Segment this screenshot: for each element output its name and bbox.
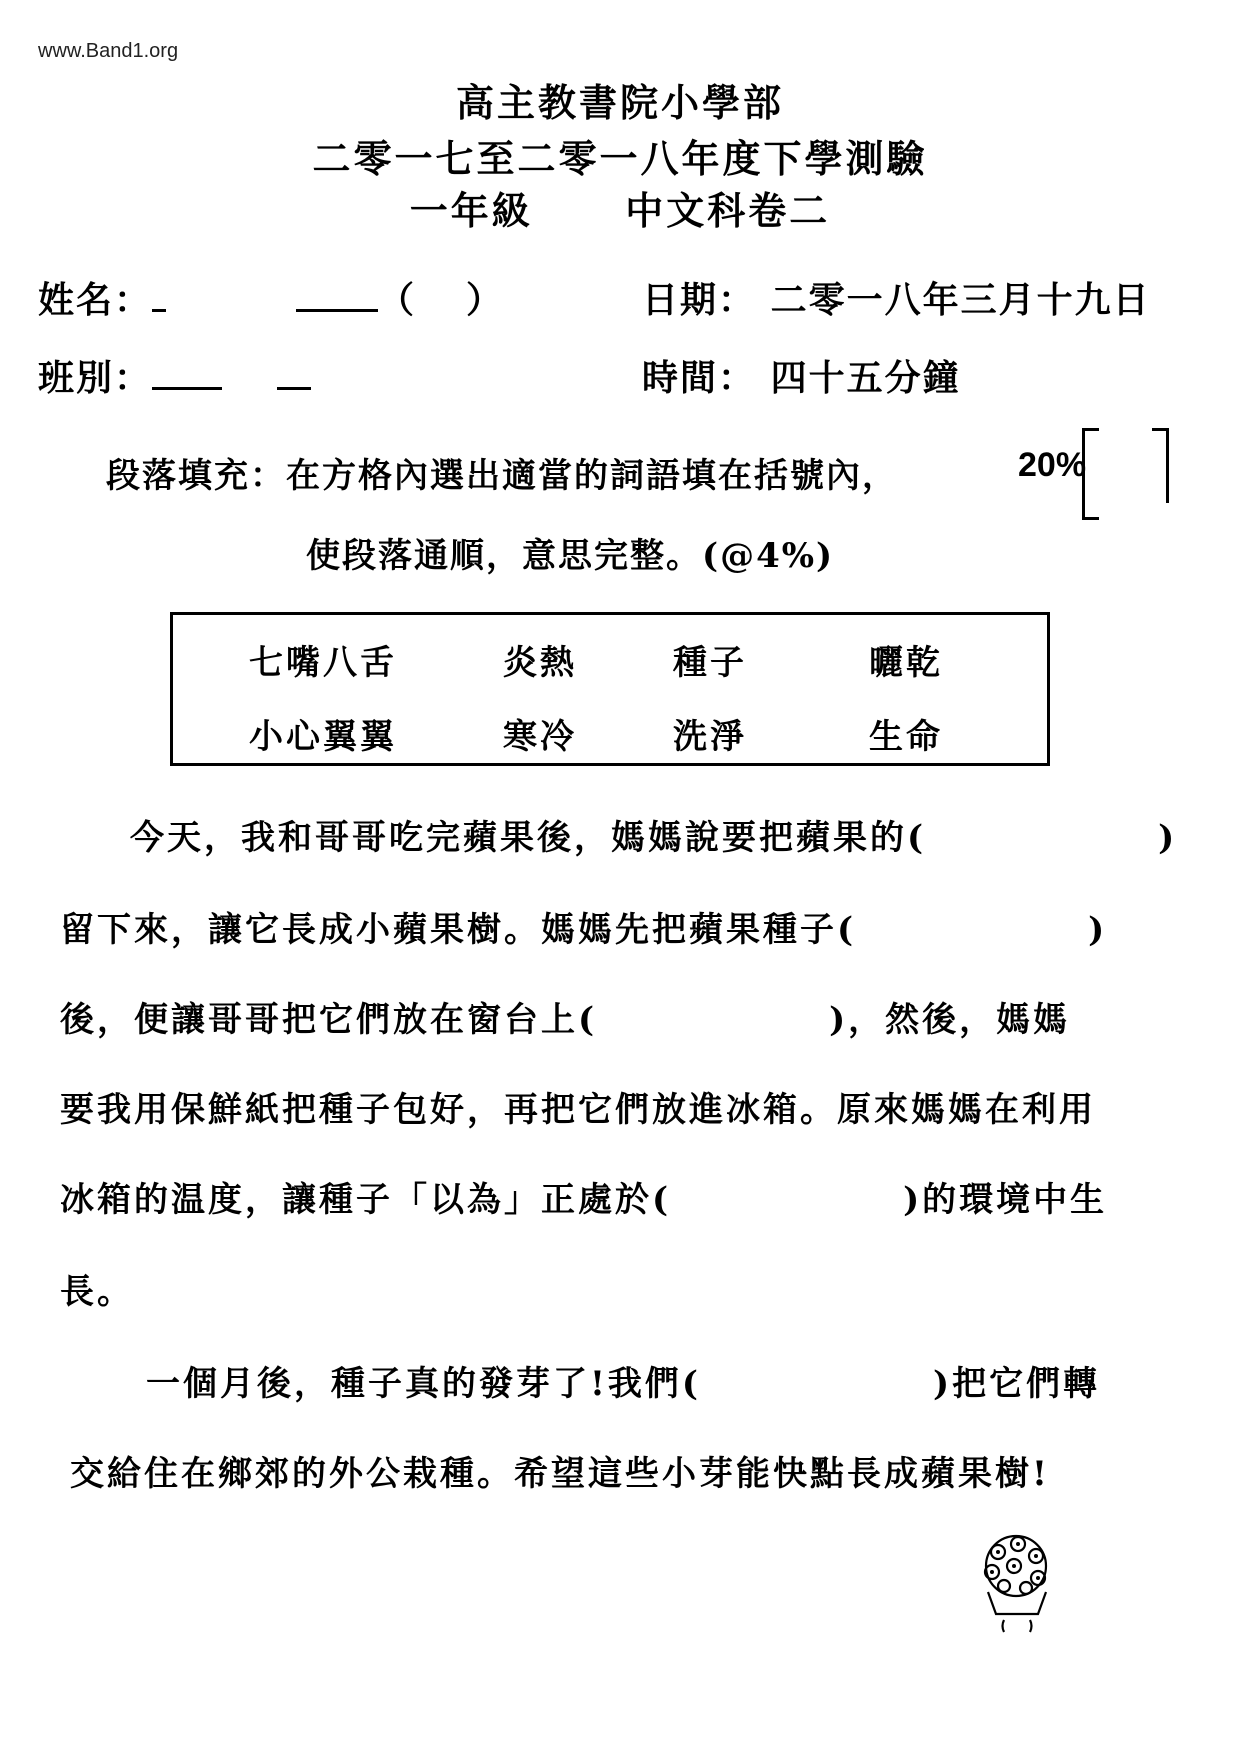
school-name: 高主教書院小學部 [455,80,784,125]
name-line-start[interactable] [152,281,166,312]
passage-text: )把它們轉 [933,1364,1101,1404]
passage-line [130,810,1177,859]
potted-flower-icon [968,1530,1064,1640]
instruction-line-2: 使段落通順，意思完整。(@4%) [306,536,835,576]
class-line-2[interactable] [277,359,311,390]
passage-text: )，然後，媽媽 [829,1000,1071,1040]
name-row [38,272,504,323]
score-box-left [1082,428,1099,520]
date-row [642,272,1151,323]
exam-title: 二零一七至二零一八年度下學測驗 [312,136,928,181]
score-weight: 20% [1018,446,1087,484]
time-value: 四十五分鐘 [770,357,961,399]
passage-text: 今天，我和哥哥吃完蘋果後，媽媽說要把蘋果的( [130,818,927,858]
class-number-open: （ [378,279,417,321]
passage-line: 長。 [60,1272,134,1312]
name-label: 姓名： [38,279,153,321]
instruction-line-1: 段落填充：在方格內選出適當的詞語填在括號內， [106,456,898,496]
word-option: 生命 [869,717,943,757]
passage-line [60,902,1107,951]
passage-text: ) [1158,818,1178,858]
grade-label: 一年級 [409,188,533,233]
paper-title [0,180,1240,235]
passage-text: 一個月後，種子真的發芽了!我們( [146,1364,702,1404]
class-row [38,350,311,401]
time-row [642,350,961,401]
word-option: 七嘴八舌 [249,643,397,683]
passage-text: 後，便讓哥哥把它們放在窗台上( [60,1000,598,1040]
passage-text: 留下來，讓它長成小蘋果樹。媽媽先把蘋果種子( [60,910,857,950]
passage-line: 交給住在鄉郊的外公栽種。希望這些小芽能快點長成蘋果樹! [70,1454,1050,1494]
word-bank [170,612,1050,766]
passage-line [60,992,1070,1041]
passage-text: 冰箱的温度，讓種子「以為」正處於( [60,1180,672,1220]
passage-text: ) [1088,910,1108,950]
score-box-right[interactable] [1152,428,1169,503]
date-label: 日期： [642,279,757,321]
subject-label: 中文科卷二 [625,188,831,233]
name-line[interactable] [296,281,378,312]
word-option: 種子 [673,643,747,683]
word-option: 炎熱 [503,643,577,683]
passage-text: )的環境中生 [903,1180,1108,1220]
class-line-1[interactable] [152,359,222,390]
passage-line: 要我用保鮮紙把種子包好，再把它們放進冰箱。原來媽媽在利用 [60,1090,1096,1130]
word-option: 小心翼翼 [249,717,397,757]
word-option: 寒冷 [503,717,577,757]
time-label: 時間： [642,357,757,399]
passage-line [60,1172,1107,1221]
word-option: 洗淨 [673,717,747,757]
site-watermark: www.Band1.org [38,40,179,62]
class-label: 班別： [38,357,153,399]
class-number-close: ） [466,279,505,321]
word-option: 曬乾 [869,643,943,683]
date-value: 二零一八年三月十九日 [770,279,1151,321]
passage-line [146,1356,1100,1405]
